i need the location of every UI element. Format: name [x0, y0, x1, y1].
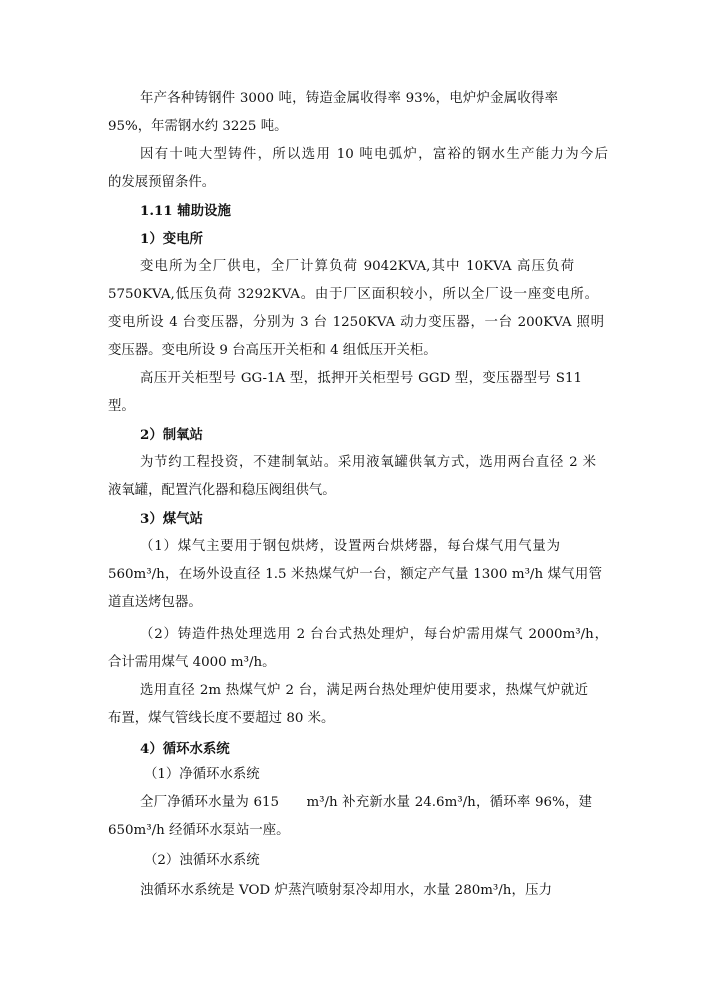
- subsection-heading: 2）制氧站: [140, 427, 203, 443]
- text-line: 因有十吨大型铸件，所以选用 10 吨电弧炉，富裕的钢水生产能力为今后: [140, 147, 608, 162]
- text-line: 布置，煤气管线长度不要超过 80 米。: [108, 711, 335, 726]
- text-line: 全厂净循环水量为 615 m³/h 补充新水量 24.6m³/h，循环率 96%，建: [140, 795, 592, 810]
- text-line: 的发展预留条件。: [108, 175, 216, 190]
- text-line: 变压器。变电所设 9 台高压开关柜和 4 组低压开关柜。: [108, 343, 437, 358]
- text-line: 合计需用煤气 4000 m³/h。: [108, 655, 276, 670]
- text-line: 型。: [108, 399, 135, 414]
- text-line: 变电所设 4 台变压器，分别为 3 台 1250KVA 动力变压器，一台 200KVA 照明: [108, 315, 604, 330]
- text-line: 650m³/h 经循环水泵站一座。: [108, 823, 290, 838]
- text-line: 浊循环水系统是 VOD 炉蒸汽喷射泵冷却用水，水量 280m³/h，压力: [140, 883, 552, 898]
- text-line: 变电所为全厂供电，全厂计算负荷 9042KVA,其中 10KVA 高压负荷: [140, 259, 574, 274]
- text-line: （1）煤气主要用于钢包烘烤，设置两台烘烤器，每台煤气用气量为: [140, 539, 560, 554]
- text-line: （2）浊循环水系统: [144, 853, 260, 868]
- subsection-heading: 4）循环水系统: [140, 741, 230, 757]
- text-line: 道直送烤包器。: [108, 595, 202, 610]
- text-line: （2）铸造件热处理选用 2 台台式热处理炉，每台炉需用煤气 2000m³/h，: [140, 627, 608, 642]
- text-line: 560m³/h，在场外设直径 1.5 米热煤气炉一台，额定产气量 1300 m³/h 煤气用管: [108, 567, 602, 582]
- section-heading: 1.11 辅助设施: [140, 203, 231, 219]
- text-line: 年产各种铸钢件 3000 吨，铸造金属收得率 93%，电炉炉金属收得率: [140, 91, 558, 106]
- text-line: 为节约工程投资，不建制氧站。采用液氧罐供氧方式，选用两台直径 2 米: [140, 455, 596, 470]
- text-line: 液氧罐，配置汽化器和稳压阀组供气。: [108, 483, 336, 498]
- subsection-heading: 3）煤气站: [140, 511, 203, 527]
- text-line: 95%，年需钢水约 3225 吨。: [108, 119, 288, 134]
- text-line: 高压开关柜型号 GG-1A 型，抵押开关柜型号 GGD 型，变压器型号 S11: [140, 371, 582, 386]
- text-line: （1）净循环水系统: [144, 767, 260, 782]
- text-line: 选用直径 2m 热煤气炉 2 台，满足两台热处理炉使用要求，热煤气炉就近: [140, 683, 588, 698]
- subsection-heading: 1）变电所: [140, 231, 203, 247]
- text-line: 5750KVA,低压负荷 3292KVA。由于厂区面积较小，所以全厂设一座变电所。: [108, 287, 598, 302]
